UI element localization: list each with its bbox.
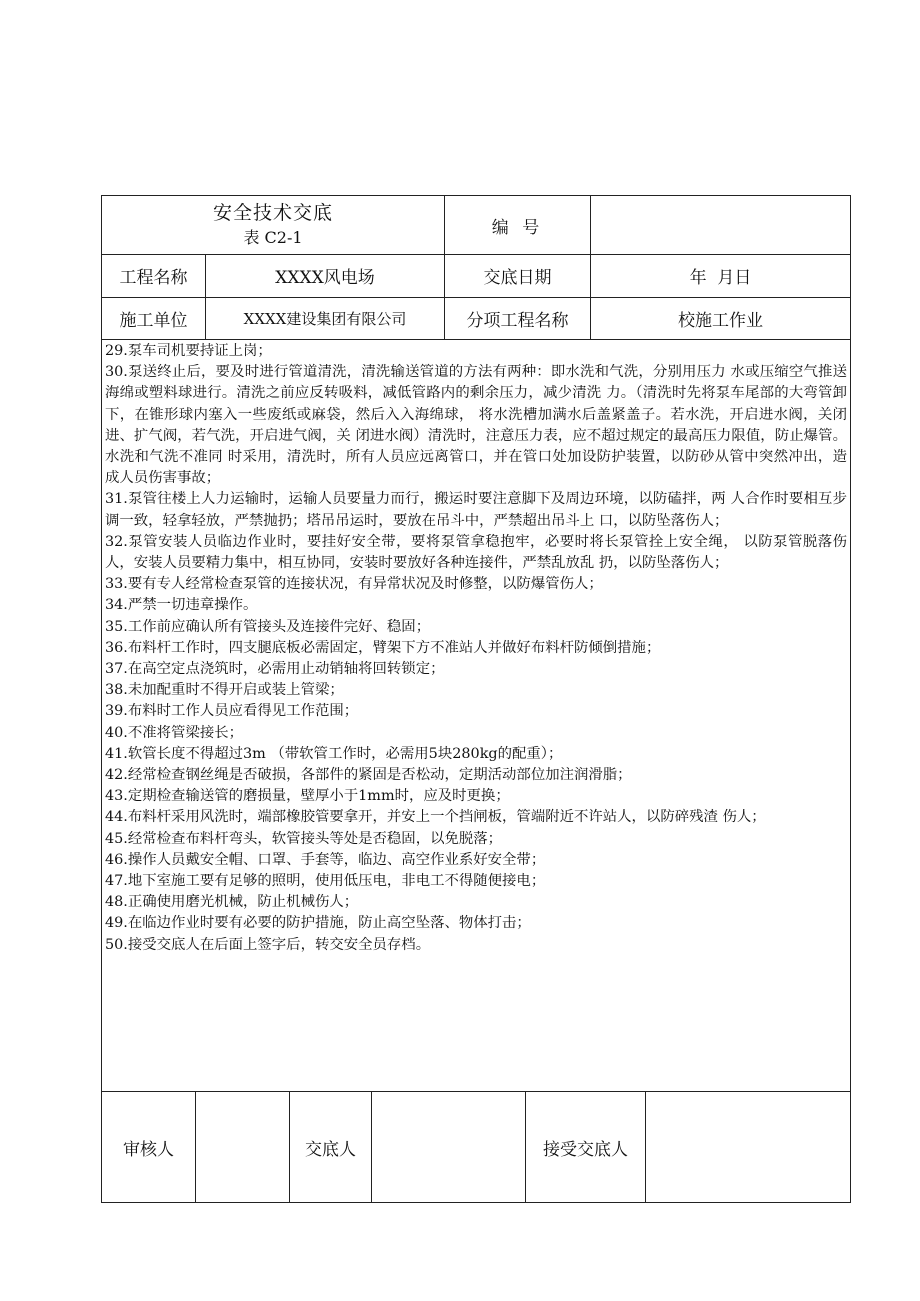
briefing-item: 40.不准将管梁接长；	[105, 724, 244, 741]
reviewer-label: 审核人	[123, 1139, 174, 1160]
briefing-item: 36.布料杆工作时，四支腿底板必需固定，臂架下方不准站人并做好布料杆防倾倒措施；	[105, 639, 661, 656]
briefing-item: 48.正确使用磨光机械，防止机械伤人；	[105, 894, 359, 911]
briefing-item: 35.工作前应确认所有管接头及连接件完好、稳固；	[105, 618, 431, 635]
unit-value-cell	[206, 297, 445, 339]
sub-project-label-cell	[445, 297, 591, 339]
reviewer-signature-cell[interactable]	[196, 1092, 290, 1202]
project-name-value: XXXX风电场	[275, 268, 375, 288]
date-value-cell	[591, 254, 850, 297]
signature-row	[102, 1092, 850, 1202]
briefing-item: 29.泵车司机要持证上岗；	[105, 343, 272, 359]
date-label: 交底日期	[483, 268, 552, 288]
number-label: 编 号	[491, 217, 544, 238]
presenter-signature-cell[interactable]	[372, 1092, 526, 1202]
briefing-item: 45.经常检查布料杆弯头，软管接头等处是否稳固，以免脱落；	[105, 830, 503, 847]
briefing-item: 46.操作人员戴安全帽、口罩、手套等，临边、高空作业系好安全带；	[105, 851, 546, 868]
briefing-item: 41.软管长度不得超过3m （带软管工作时，必需用5块280kg的配重）；	[105, 745, 563, 762]
briefing-item: 44.布料杆采用风洗时，端部橡胶管要拿开，并安上一个挡闸板，管端附近不许站人，以防碎残渣 伤人；	[105, 809, 766, 826]
unit-label-cell	[102, 297, 206, 339]
project-name-label: 工程名称	[119, 268, 188, 288]
unit-value: XXXX建设集团有限公司	[243, 309, 407, 328]
briefing-item: 33.要有专人经常检查泵管的连接状况，有异常状况及时修整，以防爆管伤人；	[105, 576, 603, 593]
briefing-item: 34.严禁一切违章操作。	[105, 597, 258, 614]
safety-briefing-form	[101, 195, 851, 1203]
sub-project-value: 校施工作业	[678, 310, 763, 331]
form-title: 安全技术交底	[212, 202, 333, 225]
briefing-item: 49.在临边作业时要有必要的防护措施，防止高空坠落、物体打击；	[105, 915, 531, 932]
briefing-item: 38.未加配重时不得开启或装上管梁；	[105, 682, 344, 699]
reviewer-label-cell	[102, 1092, 196, 1202]
number-value-cell	[591, 196, 850, 254]
briefing-item: 47.地下室施工要有足够的照明，使用低压电，非电工不得随便接电；	[105, 873, 546, 890]
presenter-label-cell	[290, 1092, 372, 1202]
briefing-item: 50.接受交底人在后面上签字后，转交安全员存档。	[105, 936, 431, 953]
project-name-label-cell	[102, 254, 206, 297]
date-value: 年 月日	[689, 268, 752, 288]
briefing-item: 37.在高空定点浇筑时，必需用止动销轴将回转锁定；	[105, 661, 445, 678]
briefing-item: 42.经常检查钢丝绳是否破损，各部件的紧固是否松动，定期活动部位加注润滑脂；	[105, 767, 632, 784]
briefing-content	[102, 339, 850, 1092]
sub-project-value-cell	[591, 297, 850, 339]
receiver-signature-cell[interactable]	[646, 1092, 850, 1202]
briefing-item: 31.泵管往楼上人力运输时，运输人员要量力而行，搬运时要注意脚下及周边环境，以防磕拌，两 人合作时要相互步调一致，轻拿轻放，严禁抛扔；塔吊吊运时，要放在吊斗中，严禁超出吊斗上 口，以防坠落伤人；	[105, 491, 847, 529]
sub-project-label: 分项工程名称	[466, 310, 569, 331]
briefing-item: 30.泵送终止后，要及时进行管道清洗，清洗输送管道的方法有两种：即水洗和气洗，分别用压力 水或压缩空气推送海绵或塑料球进行。清洗之前应反转吸料，减低管路内的剩余压力，减少清洗 力。（清洗时先将泵车尾部的大弯管卸下，在锥形球内塞入一些废纸或麻袋，然后入入海绵球， 将水洗槽加满水后盖紧盖子。若水洗，开启进水阀，关闭进、扩气阀，若气洗，开启进气阀，关 闭进水阀）清洗时，注意压力表，应不超过规定的最高压力限值，防止爆管。水洗和气洗不准同 时采用，清洗时，所有人员应远离管口，并在管口处加设防护装置，以防砂从管中突然冲出，造 成人员伤害事故；	[105, 364, 848, 487]
number-label-cell	[445, 196, 591, 254]
unit-row	[102, 297, 850, 340]
unit-label: 施工单位	[119, 310, 188, 331]
form-title-cell	[102, 196, 445, 254]
project-name-value-cell	[206, 254, 445, 297]
receiver-label: 接受交底人	[543, 1139, 628, 1160]
form-code: 表 C2-1	[243, 228, 303, 248]
receiver-label-cell	[526, 1092, 646, 1202]
briefing-item: 39.布料时工作人员应看得见工作范围；	[105, 703, 359, 720]
briefing-item: 43.定期检查输送管的磨损量，壁厚小于1mm时，应及时更换；	[105, 788, 510, 805]
project-row	[102, 254, 850, 298]
date-label-cell	[445, 254, 591, 297]
briefing-item: 32.泵管安装人员临边作业时，要挂好安全带，要将泵管拿稳抱牢，必要时将长泵管拴上安全绳， 以防泵管脱落伤人，安装人员要精力集中，相互协同，安装时要放好各种连接件，严禁乱放乱 扔，以防坠落伤人；	[105, 533, 847, 572]
title-row	[102, 196, 850, 255]
presenter-label: 交底人	[305, 1139, 356, 1160]
